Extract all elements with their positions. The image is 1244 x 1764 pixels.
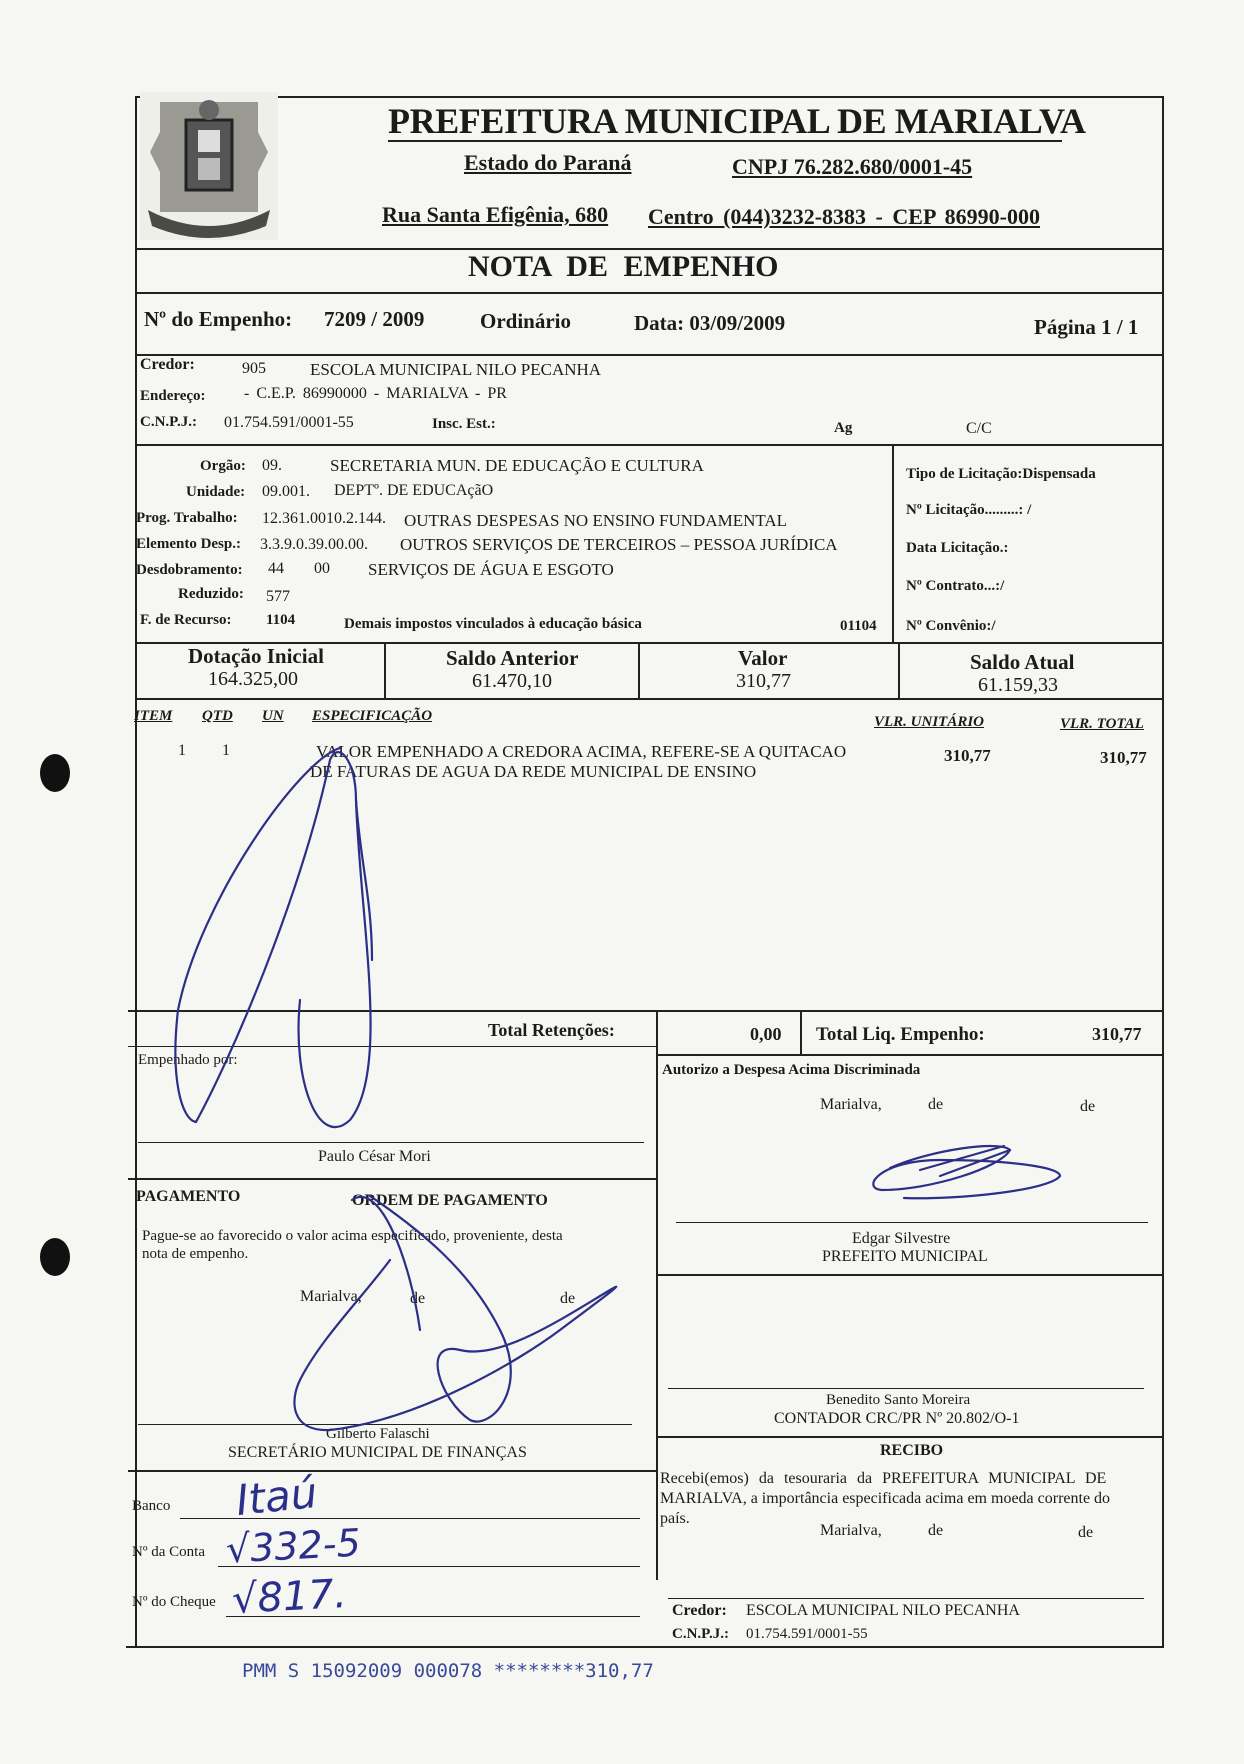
recibo-cnpj: 01.754.591/0001-55 [746,1626,868,1642]
autorizo-de2: de [1080,1098,1096,1115]
mayor-role: PREFEITO MUNICIPAL [822,1248,988,1265]
autorizo-de1: de [928,1096,944,1113]
prog-trabalho-label: Prog. Trabalho: [136,510,238,526]
saldo-anterior-label: Saldo Anterior [446,646,579,670]
agencia-label: Ag [834,420,853,436]
empenho-type: Ordinário [480,309,572,333]
dotacao-inicial-value: 164.325,00 [208,668,298,690]
desdobramento-name: SERVIÇOS DE ÁGUA E ESGOTO [368,560,614,579]
recibo-de2: de [1078,1524,1094,1541]
state-name: Estado do Paraná [464,150,632,175]
cheque-label: Nº do Cheque [132,1594,216,1610]
fonte-recurso-ref: 01104 [840,618,877,634]
fonte-recurso-label: F. de Recurso: [140,612,232,628]
total-liquido-label: Total Liq. Empenho: [816,1024,985,1045]
empenhado-por-name: Paulo César Mori [318,1148,431,1165]
orgao-code: 09. [262,457,282,474]
mayor-name: Edgar Silvestre [852,1230,951,1247]
valor-unitario-header: VLR. UNITÁRIO [874,714,985,730]
reduzido-label: Reduzido: [178,586,244,602]
finance-secretary-role: SECRETÁRIO MUNICIPAL DE FINANÇAS [228,1444,527,1461]
item-unit-value: 310,77 [944,746,991,765]
valor-label: Valor [738,646,788,670]
pagamento-de2: de [560,1290,576,1307]
page-number: Página 1 / 1 [1034,315,1139,339]
item-qtd: 1 [222,742,230,759]
credor-cnpj-label: C.N.P.J.: [140,414,197,430]
recibo-text-line2: MARIALVA, a importância especificada acima em moeda corrente do [660,1490,1111,1507]
total-retencoes-value: 0,00 [750,1024,782,1044]
empenho-number-label: Nº do Empenho: [144,307,293,331]
qtd-header: QTD [202,708,233,724]
recibo-place: Marialva, [820,1522,882,1539]
accountant-name: Benedito Santo Moreira [826,1392,971,1408]
elemento-despesa-name: OUTROS SERVIÇOS DE TERCEIROS – PESSOA JURÍDICA [400,535,838,554]
unidade-code: 09.001. [262,483,310,500]
un-header: UN [262,708,284,724]
conta-label: Nº da Conta [132,1544,205,1560]
item-header: ITEM [134,708,173,724]
desdobramento-b: 00 [314,560,330,577]
pagamento-text-line2: nota de empenho. [142,1246,249,1262]
especificacao-header: ESPECIFICAÇÃO [312,708,433,724]
pagamento-label: PAGAMENTO [136,1188,241,1205]
saldo-atual-label: Saldo Atual [970,650,1075,674]
conta-corrente-label: C/C [966,420,992,437]
machine-stamp: PMM S 15092009 000078 ********310,77 [242,1660,654,1682]
reduzido-value: 577 [266,588,290,605]
orgao-name: SECRETARIA MUN. DE EDUCAÇÃO E CULTURA [330,456,704,475]
accountant-role: CONTADOR CRC/PR Nº 20.802/O-1 [774,1410,1020,1427]
recibo-text-line3: país. [660,1510,690,1527]
recibo-de1: de [928,1522,944,1539]
desdobramento-label: Desdobramento: [136,562,243,578]
prog-trabalho-code: 12.361.0010.2.144. [262,510,386,527]
total-retencoes-label: Total Retenções: [488,1020,615,1040]
pagamento-de1: de [410,1290,426,1307]
recibo-credor-name: ESCOLA MUNICIPAL NILO PECANHA [746,1602,1020,1619]
autorizo-label: Autorizo a Despesa Acima Discriminada [662,1062,921,1078]
tipo-licitacao: Tipo de Licitação:Dispensada [906,466,1096,482]
valor-total-header: VLR. TOTAL [1060,716,1144,732]
empenho-date: Data: 03/09/2009 [634,311,786,335]
empenhado-por-label: Empenhado por: [138,1052,238,1068]
elemento-despesa-label: Elemento Desp.: [136,536,241,552]
credor-label: Credor: [140,356,195,373]
item-description-line1: VALOR EMPENHADO A CREDORA ACIMA, REFERE-SE A QUITACAO [316,742,847,761]
finance-secretary-name: Gilberto Falaschi [326,1426,430,1442]
cheque-handwritten: √817. [230,1571,348,1623]
district-phone-cep: Centro (044)3232-8383 - CEP 86990-000 [648,204,1040,229]
endereco-value: - C.E.P. 86990000 - MARIALVA - PR [244,385,507,402]
credor-name: ESCOLA MUNICIPAL NILO PECANHA [310,360,602,379]
elemento-despesa-code: 3.3.9.0.39.00.00. [260,536,368,553]
data-licitacao: Data Licitação.: [906,540,1009,556]
item-description-line2: DE FATURAS DE AGUA DA REDE MUNICIPAL DE ENSINO [310,762,757,781]
valor-value: 310,77 [736,670,791,692]
ordem-pagamento-label: ORDEM DE PAGAMENTO [352,1192,548,1209]
insc-est-label: Insc. Est.: [432,416,496,432]
numero-licitacao: Nº Licitação.........: / [906,502,1032,518]
endereco-label: Endereço: [140,388,206,404]
banco-label: Banco [132,1498,171,1514]
total-liquido-value: 310,77 [1092,1024,1142,1044]
recibo-credor-label: Credor: [672,1602,727,1619]
recibo-cnpj-label: C.N.P.J.: [672,1626,729,1642]
credor-code: 905 [242,360,266,377]
numero-convenio: Nº Convênio:/ [906,618,996,634]
autorizo-place: Marialva, [820,1096,882,1113]
unidade-label: Unidade: [186,484,246,500]
prog-trabalho-name: OUTRAS DESPESAS NO ENSINO FUNDAMENTAL [404,511,788,530]
document-title: NOTA DE EMPENHO [468,250,779,283]
item-number: 1 [178,742,186,759]
address: Rua Santa Efigênia, 680 [382,202,609,227]
saldo-anterior-value: 61.470,10 [472,670,552,692]
recibo-text-line1: Recebi(emos) da tesouraria da PREFEITURA MUNICIPAL DE [660,1470,1107,1487]
empenho-number: 7209 / 2009 [324,307,425,331]
item-total-value: 310,77 [1100,748,1147,767]
pagamento-text-line1: Pague-se ao favorecido o valor acima especificado, proveniente, desta [142,1228,563,1244]
orgao-label: Orgão: [200,458,246,474]
banco-handwritten: Itaú [233,1467,320,1526]
dotacao-inicial-label: Dotação Inicial [188,644,324,668]
numero-contrato: Nº Contrato...:/ [906,578,1005,594]
credor-cnpj: 01.754.591/0001-55 [224,414,354,431]
desdobramento-a: 44 [268,560,284,577]
unidade-name: DEPTº. DE EDUCAçãO [334,482,494,499]
fonte-recurso-name: Demais impostos vinculados à educação básica [344,616,642,632]
municipality-title: PREFEITURA MUNICIPAL DE MARIALVA [388,101,1086,141]
recibo-label: RECIBO [880,1442,944,1459]
fonte-recurso-code: 1104 [266,612,296,628]
conta-handwritten: √332-5 [224,1520,362,1572]
cnpj-header: CNPJ 76.282.680/0001-45 [732,154,973,179]
pagamento-place: Marialva, [300,1288,362,1305]
saldo-atual-value: 61.159,33 [978,674,1058,696]
